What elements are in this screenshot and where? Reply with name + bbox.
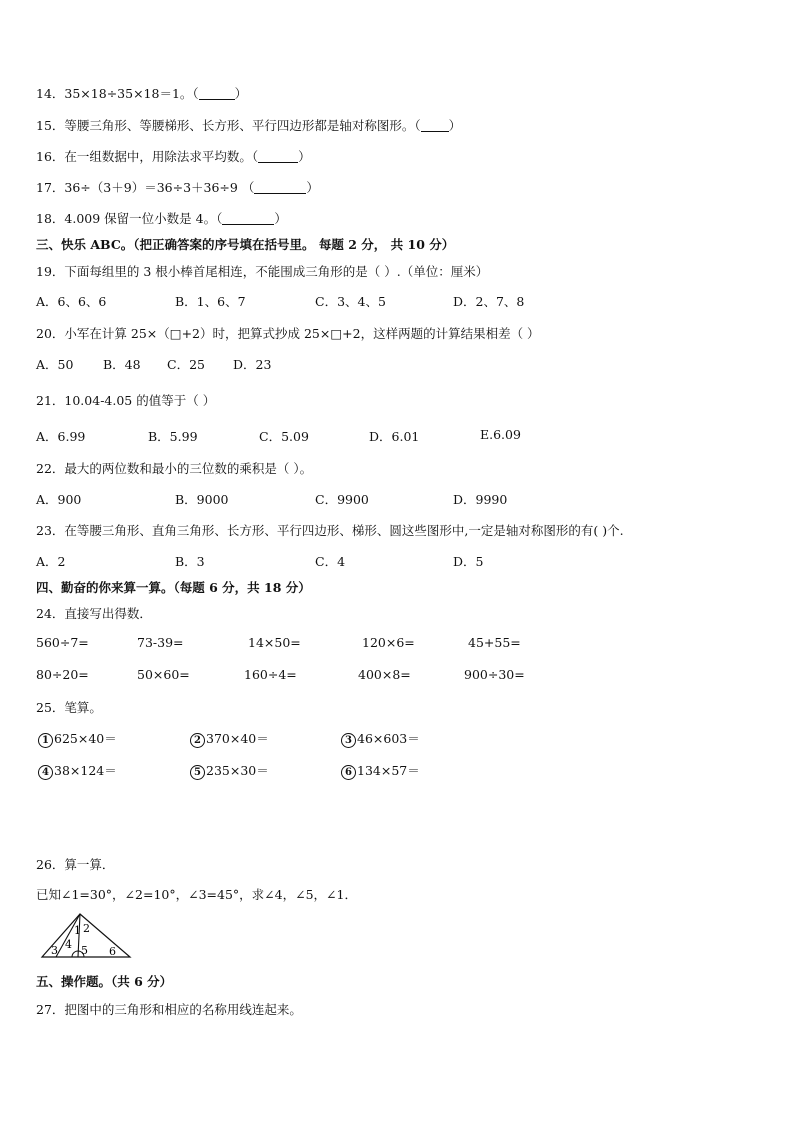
- question-15: 15．等腰三角形、等腰梯形、长方形、平行四边形都是轴对称图形。（ ）: [36, 118, 462, 133]
- answer-blank[interactable]: [421, 119, 449, 132]
- option-c[interactable]: C．25: [167, 357, 205, 372]
- option-e[interactable]: E.6.09: [480, 427, 521, 442]
- section-3-heading: 三、快乐 ABC。（把正确答案的序号填在括号里。 每题 2 分， 共 10 分）: [36, 237, 455, 252]
- option-a[interactable]: A．50: [36, 357, 74, 372]
- answer-blank[interactable]: [199, 87, 235, 100]
- calc-item: 160÷4=: [244, 667, 297, 682]
- option-c[interactable]: C．3、4、5: [315, 294, 386, 309]
- calc-item: 560÷7=: [36, 635, 89, 650]
- option-d[interactable]: D．23: [233, 357, 272, 372]
- calc-item: 45+55=: [468, 635, 521, 650]
- option-c[interactable]: C．5.09: [259, 429, 309, 444]
- option-a[interactable]: A．900: [36, 492, 82, 507]
- question-23: 23．在等腰三角形、直角三角形、长方形、平行四边形、梯形、圆这些图形中,一定是轴对称图形的有( )个.: [36, 523, 624, 538]
- question-26-given: 已知∠1=30°，∠2=10°，∠3=45°，求∠4，∠5，∠1．: [36, 887, 357, 902]
- section-5-heading: 五、操作题。（共 6 分）: [36, 974, 173, 989]
- circled-number: 5: [190, 765, 205, 780]
- calc-item: 14×50=: [248, 635, 301, 650]
- option-a[interactable]: A．2: [36, 554, 66, 569]
- option-a[interactable]: A．6、6、6: [36, 294, 107, 309]
- question-25: 25．笔算。: [36, 700, 102, 715]
- answer-blank[interactable]: [222, 212, 274, 225]
- angle-label-2: 2: [83, 922, 90, 935]
- calc-item: 50×60=: [137, 667, 190, 682]
- calc-item: 900÷30=: [464, 667, 525, 682]
- question-24: 24．直接写出得数．: [36, 606, 152, 621]
- option-b[interactable]: B．48: [103, 357, 141, 372]
- option-d[interactable]: D．6.01: [369, 429, 420, 444]
- calc-item: 400×8=: [358, 667, 411, 682]
- triangle-diagram: [40, 912, 132, 960]
- angle-label-1: 1: [74, 924, 81, 937]
- section-4-heading: 四、勤奋的你来算一算。（每题 6 分，共 18 分）: [36, 580, 311, 595]
- circled-number: 4: [38, 765, 53, 780]
- written-calc-item: 2 370×40＝: [190, 729, 269, 748]
- option-d[interactable]: D．2、7、8: [453, 294, 525, 309]
- written-calc-item: 5 235×30＝: [190, 761, 269, 780]
- written-calc-item: 3 46×603＝: [341, 729, 420, 748]
- question-18: 18．4.009 保留一位小数是 4。（ ）: [36, 211, 287, 226]
- question-17: 17．36÷（3＋9）＝36÷3＋36÷9 （ ）: [36, 180, 319, 195]
- option-c[interactable]: C．4: [315, 554, 346, 569]
- question-22: 22．最大的两位数和最小的三位数的乘积是（ ）。: [36, 461, 313, 476]
- question-19: 19．下面每组里的 3 根小棒首尾相连，不能围成三角形的是（ ）.（单位：厘米）: [36, 264, 489, 279]
- written-calc-item: 6 134×57＝: [341, 761, 420, 780]
- question-21: 21．10.04-4.05 的值等于（ ）: [36, 393, 216, 408]
- question-27: 27．把图中的三角形和相应的名称用线连起来。: [36, 1002, 302, 1017]
- option-c[interactable]: C．9900: [315, 492, 369, 507]
- option-b[interactable]: B．1、6、7: [175, 294, 246, 309]
- circled-number: 6: [341, 765, 356, 780]
- circled-number: 1: [38, 733, 53, 748]
- circled-number: 3: [341, 733, 356, 748]
- calc-item: 73-39=: [137, 635, 184, 650]
- written-calc-item: 4 38×124＝: [38, 761, 117, 780]
- option-b[interactable]: B．5.99: [148, 429, 198, 444]
- angle-label-6: 6: [109, 945, 116, 958]
- option-d[interactable]: D．5: [453, 554, 484, 569]
- angle-label-4: 4: [65, 938, 72, 951]
- option-b[interactable]: B．9000: [175, 492, 229, 507]
- angle-label-5: 5: [81, 944, 88, 957]
- question-14: 14．35×18÷35×18＝1。（ ）: [36, 86, 248, 101]
- calc-item: 120×6=: [362, 635, 415, 650]
- question-26: 26．算一算．: [36, 857, 115, 872]
- question-16: 16．在一组数据中，用除法求平均数。（ ）: [36, 149, 311, 164]
- question-20: 20．小军在计算 25×（□+2）时，把算式抄成 25×□+2，这样两题的计算结果相差（ ）: [36, 326, 540, 341]
- option-a[interactable]: A．6.99: [36, 429, 86, 444]
- option-b[interactable]: B．3: [175, 554, 205, 569]
- circled-number: 2: [190, 733, 205, 748]
- calc-item: 80÷20=: [36, 667, 89, 682]
- answer-blank[interactable]: [258, 150, 298, 163]
- written-calc-item: 1 625×40＝: [38, 729, 117, 748]
- option-d[interactable]: D．9990: [453, 492, 508, 507]
- answer-blank[interactable]: [254, 181, 306, 194]
- angle-label-3: 3: [51, 944, 58, 957]
